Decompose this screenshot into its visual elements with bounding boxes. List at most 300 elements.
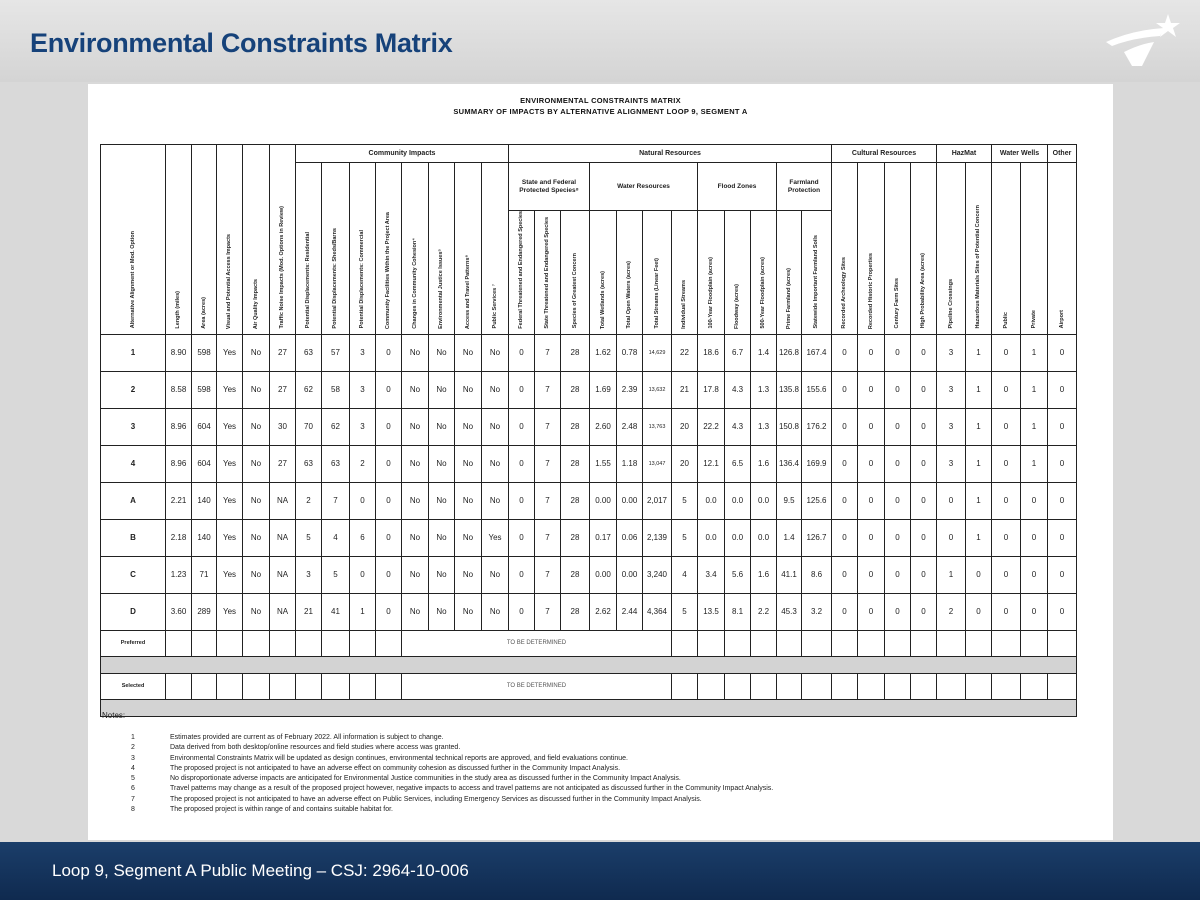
table-cell: 5 [672,482,698,519]
table-cell: 22.2 [698,408,725,445]
table-cell: 1 [966,371,992,408]
table-cell: 0 [376,334,402,371]
empty-cell [911,630,937,656]
table-cell: 62 [296,371,322,408]
table-cell: 1.3 [751,371,777,408]
table-cell: 13.5 [698,593,725,630]
table-cell: 1 [350,593,376,630]
column-header [429,163,455,335]
table-cell: 5 [322,556,350,593]
table-cell: No [243,556,270,593]
table-cell: 1 [966,445,992,482]
table-cell: 1.18 [617,445,643,482]
table-cell: 17.8 [698,371,725,408]
row-label: 4 [101,445,166,482]
empty-cell [296,630,322,656]
table-cell: 27 [270,334,296,371]
table-cell: 6.5 [725,445,751,482]
empty-cell [322,673,350,699]
table-cell: Yes [217,334,243,371]
note-item [102,785,1102,795]
table-cell: 18.6 [698,334,725,371]
empty-cell [751,673,777,699]
table-cell: 0 [858,519,885,556]
table-cell: No [243,371,270,408]
table-cell: 0 [376,408,402,445]
table-cell: No [429,445,455,482]
table-cell: Yes [217,556,243,593]
table-cell: 0 [911,445,937,482]
empty-cell [1021,630,1048,656]
table-cell: 0 [509,556,535,593]
table-cell: 28 [561,408,590,445]
empty-cell [192,630,217,656]
table-cell: 0 [509,408,535,445]
column-header [376,163,402,335]
table-cell: 0 [911,593,937,630]
table-cell: 57 [322,334,350,371]
table-cell: 4,364 [643,593,672,630]
table-cell: No [455,482,482,519]
table-cell: 3,240 [643,556,672,593]
empty-cell [751,630,777,656]
group-header: Water Wells [992,145,1048,163]
row-label: Selected [101,673,166,699]
column-header-label: Access and Travel Patterns⁶ [464,254,471,329]
note-number: 4 [131,764,135,772]
table-cell: 1 [937,556,966,593]
slide-title: Environmental Constraints Matrix [30,28,453,58]
table-cell: 289 [192,593,217,630]
table-cell: 0 [509,482,535,519]
group-header: Flood Zones [698,163,777,211]
table-cell: 0 [509,593,535,630]
constraints-table [100,144,1077,717]
table-cell: 70 [296,408,322,445]
table-cell: 13,632 [643,371,672,408]
empty-cell [802,673,832,699]
note-text: Estimates provided are current as of February 2022. All information is subject to change. [170,734,444,741]
table-cell: 0 [1048,408,1077,445]
empty-cell [698,630,725,656]
column-header [270,145,296,335]
column-header [217,145,243,335]
column-header [590,211,617,335]
column-header-label: Potential Displacements: Sheds/Barns [332,228,339,329]
table-cell: 5 [672,593,698,630]
column-header-label: Public [1002,312,1009,329]
table-cell: 0 [885,593,911,630]
column-header-label: Total Streams (Linear Feet) [653,258,660,329]
table-cell: 1.55 [590,445,617,482]
table-cell: 0 [885,482,911,519]
table-cell: 0 [376,371,402,408]
table-cell: 3 [937,408,966,445]
group-header: HazMat [937,145,992,163]
table-cell: 1.6 [751,556,777,593]
table-cell: 0 [509,519,535,556]
table-cell: No [482,482,509,519]
table-cell: 27 [270,445,296,482]
note-item [102,775,1102,785]
column-header-label: Private [1030,310,1037,329]
column-header-label: Federal Threatened and Endangered Species [518,211,525,329]
table-cell: 7 [535,482,561,519]
table-cell: No [402,408,429,445]
table-cell: 0 [832,445,858,482]
table-cell: 0.00 [590,556,617,593]
table-cell: 45.3 [777,593,802,630]
table-cell: NA [270,593,296,630]
table-cell: 125.6 [802,482,832,519]
group-header: Water Resources [590,163,698,211]
note-item [102,734,1102,744]
column-header-label: Length (miles) [175,291,182,329]
table-cell: 0 [992,482,1021,519]
table-cell: 0 [1048,482,1077,519]
table-cell: 7 [535,334,561,371]
table-cell: 0 [992,334,1021,371]
empty-cell [832,630,858,656]
empty-cell [1021,673,1048,699]
empty-cell [966,673,992,699]
table-cell: No [243,334,270,371]
empty-cell [217,673,243,699]
table-cell: No [455,334,482,371]
table-cell: 58 [322,371,350,408]
table-cell: 3.4 [698,556,725,593]
column-header [1048,163,1077,335]
table-cell: No [243,519,270,556]
table-cell: 6 [350,519,376,556]
table-cell: 0 [911,408,937,445]
separator-row [101,656,1077,673]
table-cell: 5 [672,519,698,556]
table-cell: 9.5 [777,482,802,519]
table-cell: No [429,408,455,445]
column-header [698,211,725,335]
table-row [101,334,1077,371]
column-header [751,211,777,335]
column-header [322,163,350,335]
table-cell: 8.6 [802,556,832,593]
note-item [102,744,1102,754]
column-header-label: 100-Year Floodplain (acres) [707,257,714,329]
row-label: D [101,593,166,630]
group-header: Cultural Resources [832,145,937,163]
table-cell: 1 [1021,408,1048,445]
table-cell: 28 [561,334,590,371]
empty-cell [243,630,270,656]
table-cell: 150.8 [777,408,802,445]
table-cell: 3 [937,371,966,408]
column-header [672,211,698,335]
table-cell: 598 [192,371,217,408]
empty-cell [672,673,698,699]
table-cell: 1.4 [777,519,802,556]
table-cell: 0.06 [617,519,643,556]
table-cell: 1.4 [751,334,777,371]
table-cell: 0 [992,408,1021,445]
table-cell: 1 [966,482,992,519]
matrix-subtitle: SUMMARY OF IMPACTS BY ALTERNATIVE ALIGNMENT LOOP 9, SEGMENT A [453,107,748,116]
separator-cell [101,656,1077,673]
table-cell: 2 [350,445,376,482]
column-header [101,145,166,335]
table-cell: 12.1 [698,445,725,482]
column-header [243,145,270,335]
table-cell: 0 [1048,445,1077,482]
row-label: 2 [101,371,166,408]
empty-cell [1048,630,1077,656]
table-cell: No [482,445,509,482]
table-cell: 1 [1021,371,1048,408]
table-cell: 0.0 [751,519,777,556]
table-cell: 1.6 [751,445,777,482]
column-header-label: Recorded Historic Properties [867,252,874,329]
row-label: C [101,556,166,593]
table-cell: 8.96 [166,408,192,445]
column-header [832,163,858,335]
table-cell: 0 [858,593,885,630]
table-cell: 20 [672,408,698,445]
table-cell: NA [270,519,296,556]
table-cell: 604 [192,408,217,445]
table-cell: 0 [911,519,937,556]
row-label: A [101,482,166,519]
table-cell: 0.0 [725,482,751,519]
preferred-row [101,630,1077,656]
table-cell: 1.62 [590,334,617,371]
empty-cell [672,630,698,656]
column-header [482,163,509,335]
table-cell: No [482,334,509,371]
empty-cell [777,673,802,699]
table-cell: 0 [832,556,858,593]
group-header: State and Federal Protected Species⁸ [509,163,590,211]
table-cell: 0 [832,334,858,371]
note-text: Travel patterns may change as a result of the proposed project however, negative impacts to access and travel patterns are not anticipated as discussed further in the Community Impact Analysis. [170,785,774,793]
row-label: 1 [101,334,166,371]
table-cell: 0 [858,482,885,519]
empty-cell [217,630,243,656]
table-cell: 0 [832,519,858,556]
table-cell: 0 [858,408,885,445]
table-cell: 21 [296,593,322,630]
column-header-label: Community Facilities Within the Project Area [385,211,392,329]
table-row [101,593,1077,630]
tbd-value: TO BE DETERMINED [402,673,672,699]
column-header [192,145,217,335]
table-cell: 7 [535,445,561,482]
group-header: Community Impacts [296,145,509,163]
table-row [101,482,1077,519]
table-cell: No [429,556,455,593]
table-cell: 7 [322,482,350,519]
txdot-logo-icon [1102,12,1182,68]
table-cell: 0 [885,334,911,371]
table-cell: 169.9 [802,445,832,482]
matrix-title: ENVIRONMENTAL CONSTRAINTS MATRIX [520,96,681,105]
table-cell: 1 [1021,334,1048,371]
column-header-label: Airport [1058,310,1065,329]
tbd-value: TO BE DETERMINED [402,630,672,656]
table-cell: 0 [992,371,1021,408]
empty-cell [376,673,402,699]
note-text: The proposed project is not anticipated to have an adverse effect on Public Services, including Emergency Services as discussed further in the Community Impact Analysis. [170,795,702,803]
table-cell: 63 [296,445,322,482]
note-number: 2 [131,744,135,752]
table-cell: 2.21 [166,482,192,519]
table-cell: 27 [270,371,296,408]
table-cell: 0 [1021,556,1048,593]
note-number: 7 [131,795,135,803]
note-number: 3 [131,754,135,762]
table-cell: No [429,482,455,519]
table-cell: 2,017 [643,482,672,519]
group-header: Farmland Protection [777,163,832,211]
table-cell: 3.60 [166,593,192,630]
empty-cell [802,630,832,656]
table-cell: Yes [217,445,243,482]
table-cell: 126.7 [802,519,832,556]
empty-cell [992,673,1021,699]
table-cell: 0 [911,482,937,519]
table-cell: 1.3 [751,408,777,445]
notes-title: Notes: [102,711,126,720]
table-cell: 13,763 [643,408,672,445]
table-cell: 0 [885,519,911,556]
table-cell: No [402,445,429,482]
table-cell: 1 [966,408,992,445]
table-cell: No [455,371,482,408]
table-cell: 0.0 [725,519,751,556]
table-cell: 41 [322,593,350,630]
table-cell: No [243,408,270,445]
column-header [455,163,482,335]
table-cell: 0 [911,334,937,371]
empty-cell [698,673,725,699]
empty-cell [937,673,966,699]
table-cell: 3 [937,334,966,371]
table-cell: 14,629 [643,334,672,371]
table-cell: 28 [561,445,590,482]
table-cell: 0 [1021,593,1048,630]
table-cell: 0 [885,556,911,593]
table-cell: 0 [937,482,966,519]
table-cell: Yes [217,371,243,408]
slide-header [0,0,1200,82]
column-header [350,163,376,335]
group-header: Natural Resources [509,145,832,163]
table-cell: 0 [376,593,402,630]
table-cell: 0 [350,556,376,593]
table-cell: 22 [672,334,698,371]
table-row [101,519,1077,556]
table-cell: 0 [858,556,885,593]
column-header-label: Potential Displacements: Residential [305,232,312,329]
column-header-label: Alternative Alignment or Mod. Option [129,231,136,329]
table-cell: 0 [885,445,911,482]
table-cell: 0 [858,334,885,371]
column-header [966,163,992,335]
matrix-sheet [88,84,1113,840]
table-cell: 155.6 [802,371,832,408]
table-cell: 30 [270,408,296,445]
note-number: 1 [131,734,135,741]
column-header-label: Statewide Important Farmland Soils [813,235,820,329]
column-header-label: Hazardous Materials Sites of Potential Concern [975,205,982,329]
table-cell: 0 [1048,556,1077,593]
column-header-label: Area (acres) [200,296,207,329]
column-header [1021,163,1048,335]
table-cell: 0 [1048,519,1077,556]
table-cell: Yes [482,519,509,556]
column-header [643,211,672,335]
table-cell: 167.4 [802,334,832,371]
note-item [102,765,1102,775]
table-cell: 5 [296,519,322,556]
column-header-label: Individual Streams [681,279,688,329]
table-cell: 4 [322,519,350,556]
empty-cell [296,673,322,699]
table-cell: 0 [1021,482,1048,519]
table-cell: No [455,408,482,445]
table-cell: 0 [376,482,402,519]
table-cell: 3 [350,334,376,371]
table-cell: 2.18 [166,519,192,556]
table-cell: Yes [217,519,243,556]
column-header [911,163,937,335]
table-cell: No [243,445,270,482]
table-cell: Yes [217,482,243,519]
table-cell: 0.00 [590,482,617,519]
table-row [101,408,1077,445]
table-row [101,371,1077,408]
table-cell: 0.0 [698,482,725,519]
table-cell: 2.48 [617,408,643,445]
table-cell: Yes [217,408,243,445]
table-cell: 0 [937,519,966,556]
empty-cell [937,630,966,656]
table-cell: 5.6 [725,556,751,593]
column-header [802,211,832,335]
table-cell: No [243,482,270,519]
table-cell: 2.2 [751,593,777,630]
row-label: 3 [101,408,166,445]
table-cell: 0 [966,556,992,593]
row-label: Preferred [101,630,166,656]
table-cell: No [402,556,429,593]
empty-cell [992,630,1021,656]
table-cell: 0.00 [617,482,643,519]
note-item [102,806,1102,816]
note-number: 6 [131,785,135,793]
column-header [885,163,911,335]
empty-cell [832,673,858,699]
column-header-label: Changes in Community Cohesion⁴ [411,237,418,329]
table-cell: 3 [937,445,966,482]
table-cell: 3.2 [802,593,832,630]
column-header-label: Floodway (acres) [734,283,741,329]
table-cell: 2,139 [643,519,672,556]
column-header-label: Prime Farmland (acres) [785,267,792,329]
table-cell: 0 [832,593,858,630]
column-header-label: Visual and Potential Access Impacts [226,233,233,329]
column-header [617,211,643,335]
table-cell: 2.44 [617,593,643,630]
table-cell: 0 [832,482,858,519]
